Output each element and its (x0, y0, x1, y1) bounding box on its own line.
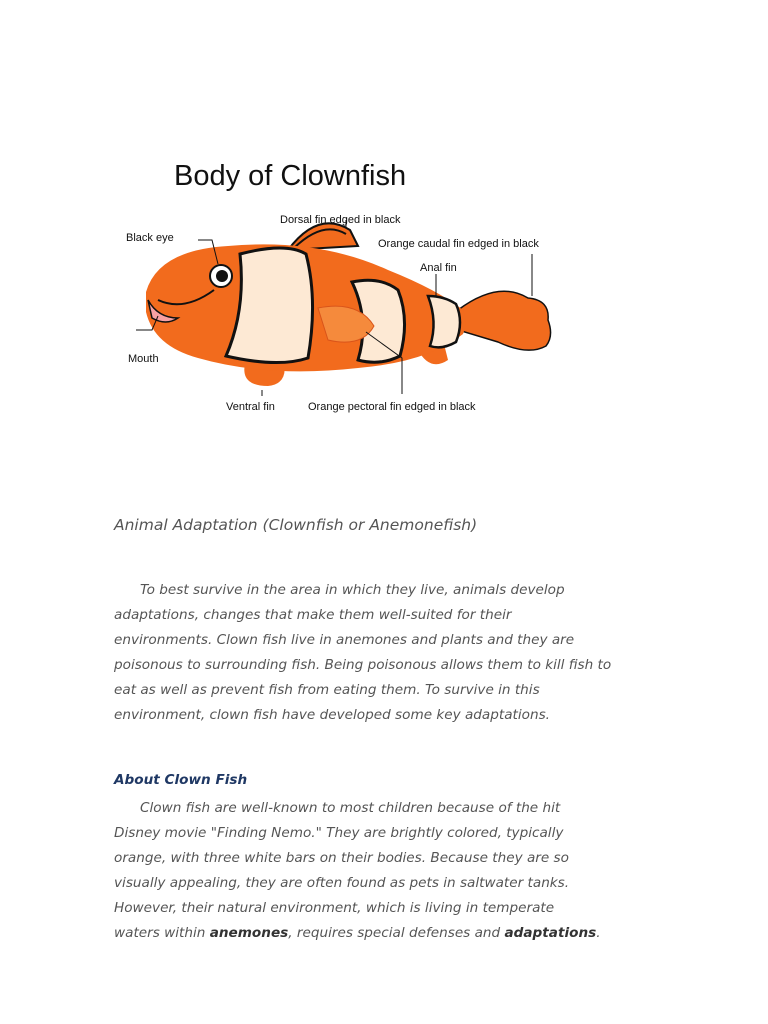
bold-term-anemones: anemones (209, 925, 289, 941)
text-run: waters within (114, 925, 210, 941)
bold-term-adaptations: adaptations (504, 925, 597, 941)
label-dorsal-fin: Dorsal fin edged in black (280, 214, 401, 226)
paragraph-intro (114, 578, 664, 728)
paragraph-line: environments. Clown fish live in anemones and plants and they are (114, 632, 575, 648)
text-run: , requires special defenses and (288, 925, 505, 941)
text-run: . (596, 925, 601, 941)
paragraph-line: visually appealing, they are often found as pets in saltwater tanks. (114, 875, 570, 891)
paragraph-line: eat as well as prevent fish from eating them. To survive in this (114, 682, 540, 698)
label-pectoral-fin: Orange pectoral fin edged in black (308, 401, 476, 413)
section-heading: Animal Adaptation (Clownfish or Anemonefish) (114, 516, 478, 534)
white-bar-3 (428, 296, 460, 347)
eye-pupil (216, 270, 228, 282)
paragraph-line: poisonous to surrounding fish. Being poisonous allows them to kill fish to (114, 657, 612, 673)
label-anal-fin: Anal fin (420, 262, 457, 274)
label-ventral-fin: Ventral fin (226, 401, 275, 413)
clownfish-diagram (118, 150, 580, 430)
paragraph-about (114, 796, 664, 946)
caudal-fin (458, 291, 551, 350)
label-mouth: Mouth (128, 353, 159, 365)
figure-title: Body of Clownfish (174, 160, 407, 192)
subheading: About Clown Fish (114, 772, 248, 788)
label-black-eye: Black eye (126, 232, 174, 244)
paragraph-line: Clown fish are well-known to most children because of the hit (140, 800, 561, 816)
paragraph-line: environment, clown fish have developed some key adaptations. (114, 707, 550, 723)
paragraph-line: Disney movie "Finding Nemo." They are brightly colored, typically (114, 825, 564, 841)
paragraph-line: However, their natural environment, which is living in temperate (114, 900, 555, 916)
dorsal-fin (288, 223, 358, 250)
paragraph-line: To best survive in the area in which they live, animals develop (140, 582, 565, 598)
paragraph-line: orange, with three white bars on their bodies. Because they are so (114, 850, 569, 866)
label-caudal-fin: Orange caudal fin edged in black (378, 238, 539, 250)
paragraph-line: adaptations, changes that make them well-suited for their (114, 607, 512, 623)
paragraph-last-line (114, 921, 664, 946)
